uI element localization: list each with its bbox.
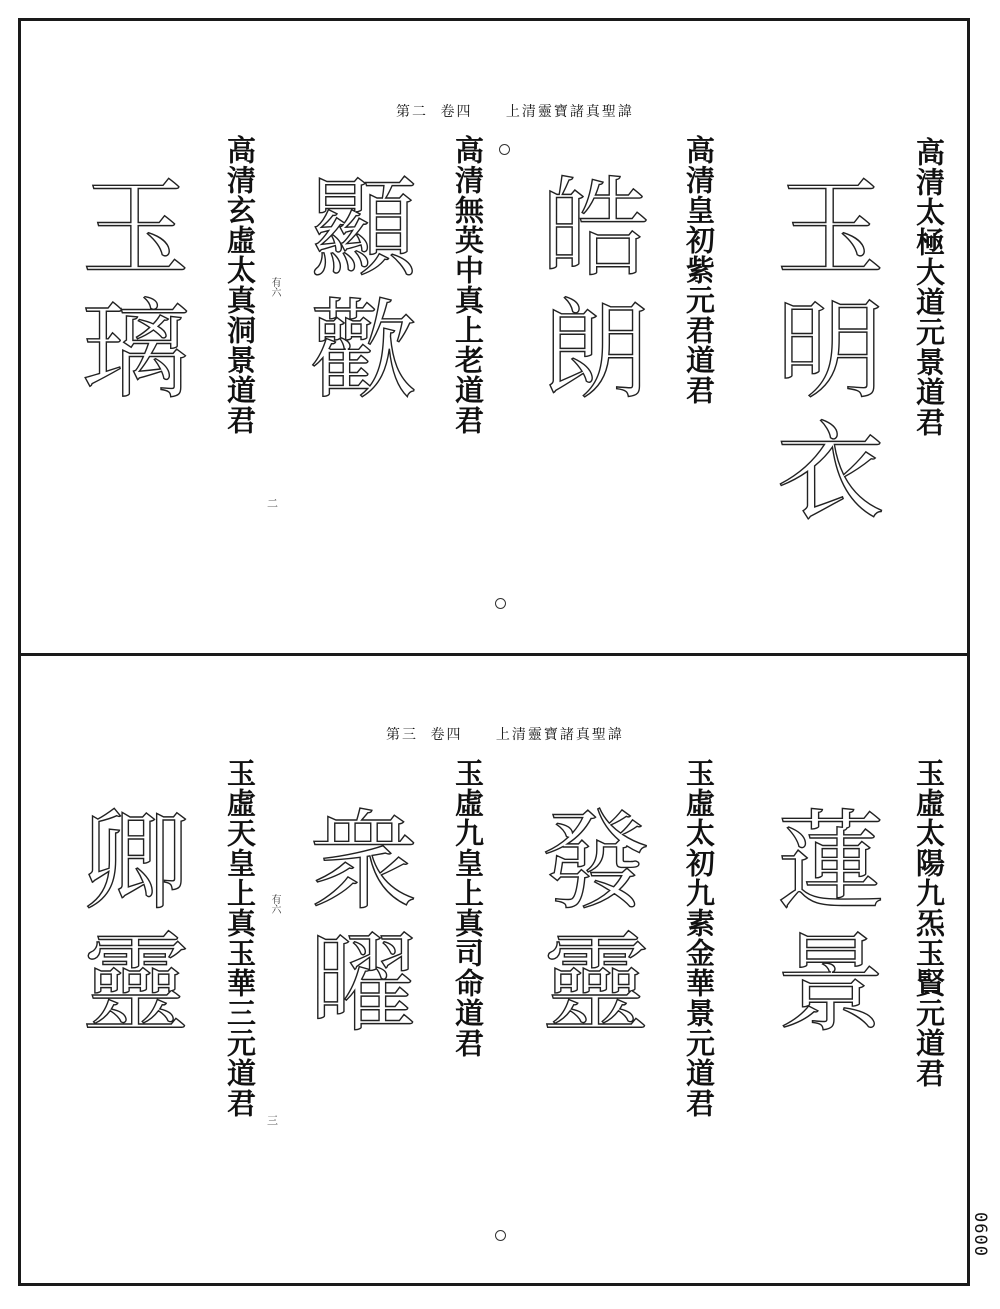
bottom-note: 有六 <box>269 894 280 914</box>
page-number: 0600 <box>970 1212 990 1257</box>
bottom-text-4: 玉虛天皇上真玉華三元道君 <box>223 758 257 1118</box>
top-seal-1: 玉明衣 <box>758 171 883 537</box>
bottom-seal-1: 蓮景 <box>758 804 883 1048</box>
bottom-seal-3: 衆曜 <box>291 804 416 1048</box>
bottom-header-volume: 卷四 <box>430 727 463 743</box>
top-panel <box>21 21 967 653</box>
top-marker: 二 <box>267 497 278 510</box>
bottom-marker: 三 <box>267 1114 278 1127</box>
top-text-2: 高清皇初紫元君道君 <box>682 135 716 405</box>
top-header-page: 第二 <box>396 104 428 120</box>
top-seal-2: 皓朗 <box>523 171 648 415</box>
top-bottom-circle <box>495 598 506 609</box>
top-text-3: 高清無英中真上老道君 <box>451 135 485 435</box>
top-header-volume: 卷四 <box>440 104 473 120</box>
bottom-header-title: 上清靈寶諸真聖諱 <box>495 727 624 743</box>
bottom-panel <box>21 656 967 1283</box>
bottom-text-3: 玉虛九皇上真司命道君 <box>451 758 485 1058</box>
top-seal-3: 顯歡 <box>291 171 416 415</box>
top-header-title: 上清靈寶諸真聖諱 <box>505 104 634 120</box>
bottom-text-2: 玉虛太初九素金華景元道君 <box>682 758 716 1118</box>
top-seal-4: 玉璃 <box>63 171 188 415</box>
bottom-header <box>383 724 627 744</box>
top-text-4: 高清玄虛太真洞景道君 <box>223 135 257 435</box>
top-note: 有六 <box>269 277 280 297</box>
bottom-text-1: 玉虛太陽九炁玉賢元道君 <box>912 758 946 1088</box>
top-circle-mark <box>499 144 510 155</box>
top-header <box>393 101 637 121</box>
bottom-seal-2: 發靈 <box>523 804 648 1048</box>
top-text-1: 高清太極大道元景道君 <box>912 137 946 437</box>
bottom-circle-mark <box>495 1230 506 1241</box>
bottom-header-page: 第三 <box>386 727 418 743</box>
bottom-seal-4: 卿靈 <box>63 804 188 1048</box>
